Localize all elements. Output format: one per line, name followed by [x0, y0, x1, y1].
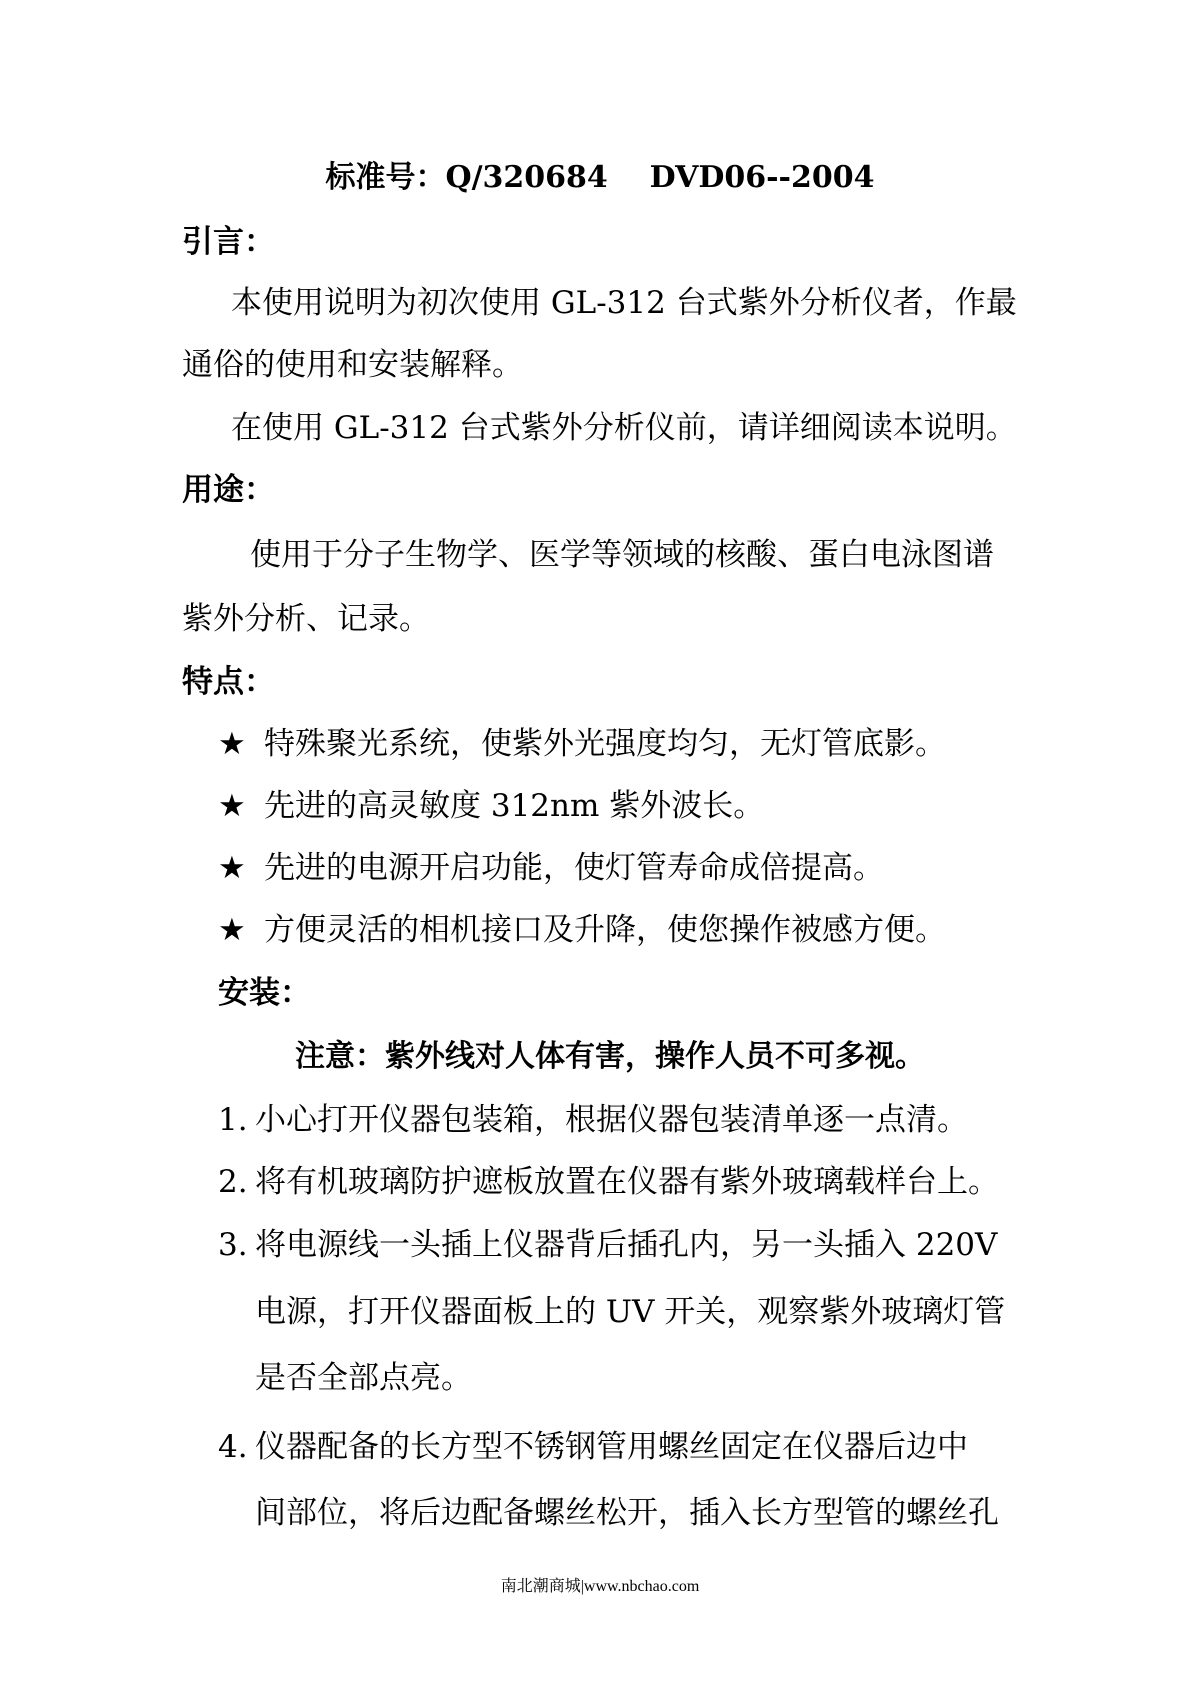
- intro-paragraph: 在使用 GL-312 台式紫外分析仪前，请详细阅读本说明。: [231, 410, 1017, 446]
- step-text: 小心打开仪器包装箱，根据仪器包装清单逐一点清。: [255, 1102, 968, 1138]
- star-bullet-icon: ★: [218, 726, 246, 762]
- install-step: [218, 1427, 968, 1467]
- feature-item-text: 先进的电源开启功能，使灯管寿命成倍提高。: [264, 850, 884, 886]
- page-footer: 南北潮商城|www.nbchao.com: [500, 1578, 700, 1595]
- step-text-continued: 是否全部点亮。: [255, 1360, 472, 1396]
- step-text: 仪器配备的长方型不锈钢管用螺丝固定在仪器后边中: [255, 1429, 968, 1465]
- feature-item: [218, 910, 946, 950]
- features-heading: 特点：: [182, 664, 275, 700]
- install-step: [218, 1225, 997, 1265]
- install-heading: 安装：: [218, 975, 311, 1011]
- usage-paragraph-line: 紫外分析、记录。: [182, 601, 430, 637]
- safety-notice: 注意：紫外线对人体有害，操作人员不可多视。: [295, 1039, 925, 1074]
- step-text-continued: 间部位，将后边配备螺丝松开，插入长方型管的螺丝孔: [255, 1495, 999, 1531]
- star-bullet-icon: ★: [218, 788, 246, 824]
- install-step: [218, 1100, 968, 1140]
- intro-paragraph-line: 通俗的使用和安装解释。: [182, 347, 523, 383]
- intro-heading: 引言：: [182, 224, 275, 260]
- feature-item: [218, 786, 764, 826]
- step-number: 4.: [218, 1429, 248, 1465]
- step-text-continued: 电源，打开仪器面板上的 UV 开关，观察紫外玻璃灯管: [255, 1294, 1006, 1330]
- step-text: 将电源线一头插上仪器背后插孔内，另一头插入 220V: [255, 1227, 998, 1263]
- usage-heading: 用途：: [182, 472, 275, 508]
- install-step: [218, 1162, 999, 1202]
- step-number: 1.: [218, 1102, 248, 1138]
- star-bullet-icon: ★: [218, 912, 246, 948]
- feature-item-text: 特殊聚光系统，使紫外光强度均匀，无灯管底影。: [264, 726, 946, 762]
- feature-item-text: 先进的高灵敏度 312nm 紫外波长。: [264, 788, 765, 824]
- star-bullet-icon: ★: [218, 850, 246, 886]
- feature-item: [218, 724, 946, 764]
- step-text: 将有机玻璃防护遮板放置在仪器有紫外玻璃载样台上。: [255, 1164, 999, 1200]
- intro-paragraph-line: 本使用说明为初次使用 GL-312 台式紫外分析仪者，作最: [231, 285, 1017, 321]
- step-number: 2.: [218, 1164, 248, 1200]
- step-number: 3.: [218, 1227, 248, 1263]
- feature-item-text: 方便灵活的相机接口及升降，使您操作被感方便。: [264, 912, 946, 948]
- feature-item: [218, 848, 884, 888]
- usage-paragraph-line: 使用于分子生物学、医学等领域的核酸、蛋白电泳图谱: [250, 537, 994, 573]
- document-title: 标准号：Q/320684 DVD06--2004: [325, 160, 875, 195]
